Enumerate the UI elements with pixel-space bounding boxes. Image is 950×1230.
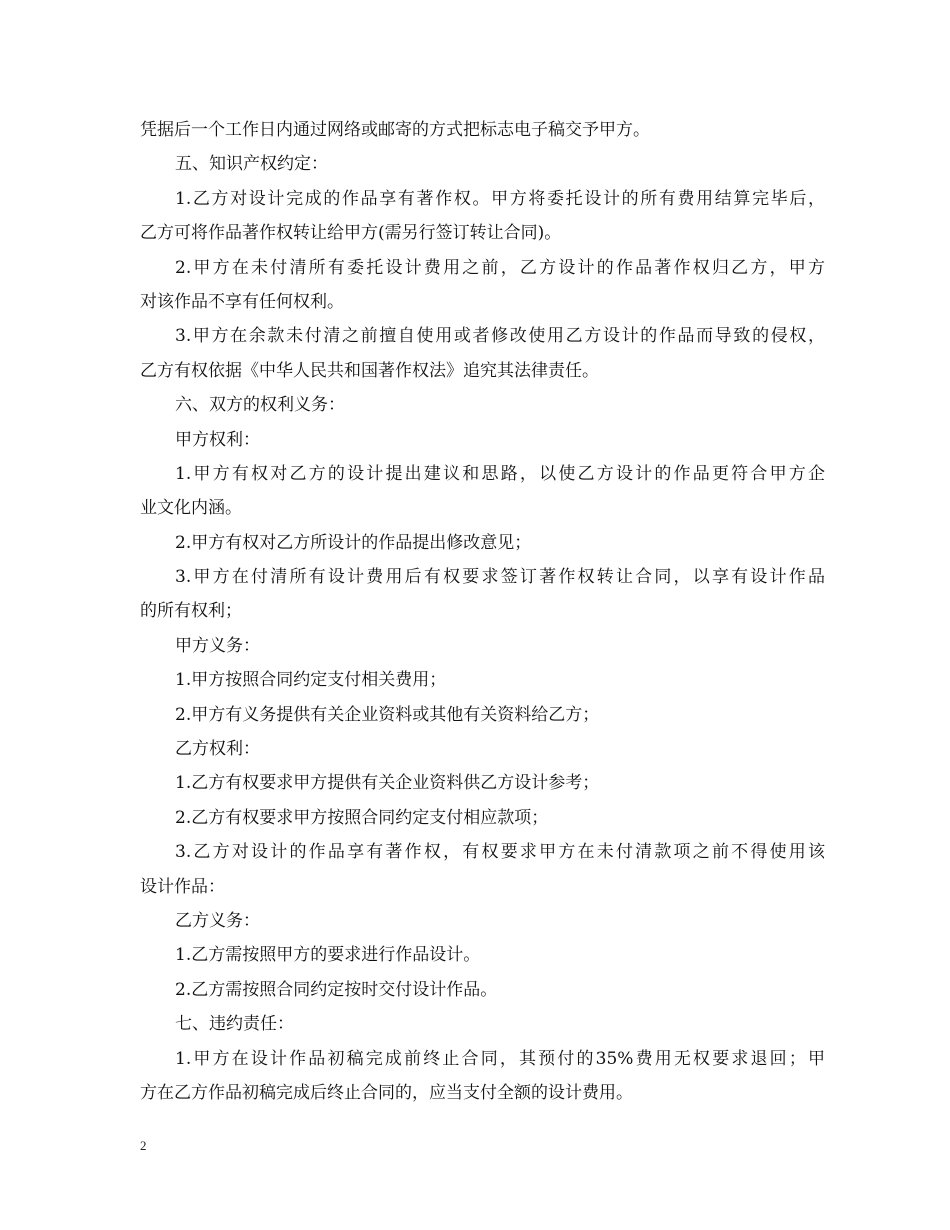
text-line: 的所有权利； [140, 601, 242, 622]
text-line: 2.乙方需按照合同约定按时交付设计作品。 [175, 979, 498, 1000]
text-line: 3.甲方在余款未付清之前擅自使用或者修改使用乙方设计的作品而导致的侵权， [175, 326, 825, 347]
text-line: 方在乙方作品初稿完成后终止合同的，应当支付全额的设计费用。 [140, 1082, 633, 1103]
text-line: 3.甲方在付清所有设计费用后有权要求签订著作权转让合同，以享有设计作品 [175, 567, 825, 588]
text-line: 1.乙方有权要求甲方提供有关企业资料供乙方设计参考； [175, 773, 600, 794]
text-line: 对该作品不享有任何权利。 [140, 291, 344, 312]
document-body [140, 113, 825, 1110]
section-heading-rights-obligations: 六、双方的权利义务： [175, 395, 345, 416]
text-line: 2.甲方有义务提供有关企业资料或其他有关资料给乙方； [175, 704, 600, 725]
text-line: 业文化内涵。 [140, 498, 242, 519]
text-line: 1.乙方对设计完成的作品享有著作权。甲方将委托设计的所有费用结算完毕后， [175, 188, 825, 209]
text-line: 2.乙方有权要求甲方按照合同约定支付相应款项； [175, 807, 549, 828]
text-line: 乙方可将作品著作权转让给甲方(需另行签订转让合同)。 [140, 223, 562, 244]
page-number: 2 [140, 1138, 147, 1153]
text-line: 2.甲方在未付清所有委托设计费用之前，乙方设计的作品著作权归乙方，甲方 [175, 257, 825, 278]
text-line: 凭据后一个工作日内通过网络或邮寄的方式把标志电子稿交予甲方。 [140, 120, 650, 140]
section-heading-intellectual-property: 五、知识产权约定： [175, 154, 328, 175]
subheading-party-a-rights: 甲方权利： [175, 429, 260, 450]
text-line: 2.甲方有权对乙方所设计的作品提出修改意见； [175, 532, 532, 553]
subheading-party-b-obligations: 乙方义务： [175, 910, 260, 931]
text-line: 1.乙方需按照甲方的要求进行作品设计。 [175, 945, 481, 966]
text-line: 3.乙方对设计的作品享有著作权，有权要求甲方在未付清款项之前不得使用该 [175, 842, 825, 863]
subheading-party-b-rights: 乙方权利： [175, 739, 260, 760]
text-line: 1.甲方有权对乙方的设计提出建议和思路，以使乙方设计的作品更符合甲方企 [175, 463, 825, 484]
text-line: 1.甲方在设计作品初稿完成前终止合同，其预付的35%费用无权要求退回；甲 [175, 1048, 825, 1069]
text-line: 设计作品： [140, 876, 225, 897]
text-line: 乙方有权依据《中华人民共和国著作权法》追究其法律责任。 [140, 360, 599, 381]
subheading-party-a-obligations: 甲方义务： [175, 635, 260, 656]
text-line: 1.甲方按照合同约定支付相关费用； [175, 670, 447, 691]
section-heading-breach-liability: 七、违约责任： [175, 1014, 294, 1035]
